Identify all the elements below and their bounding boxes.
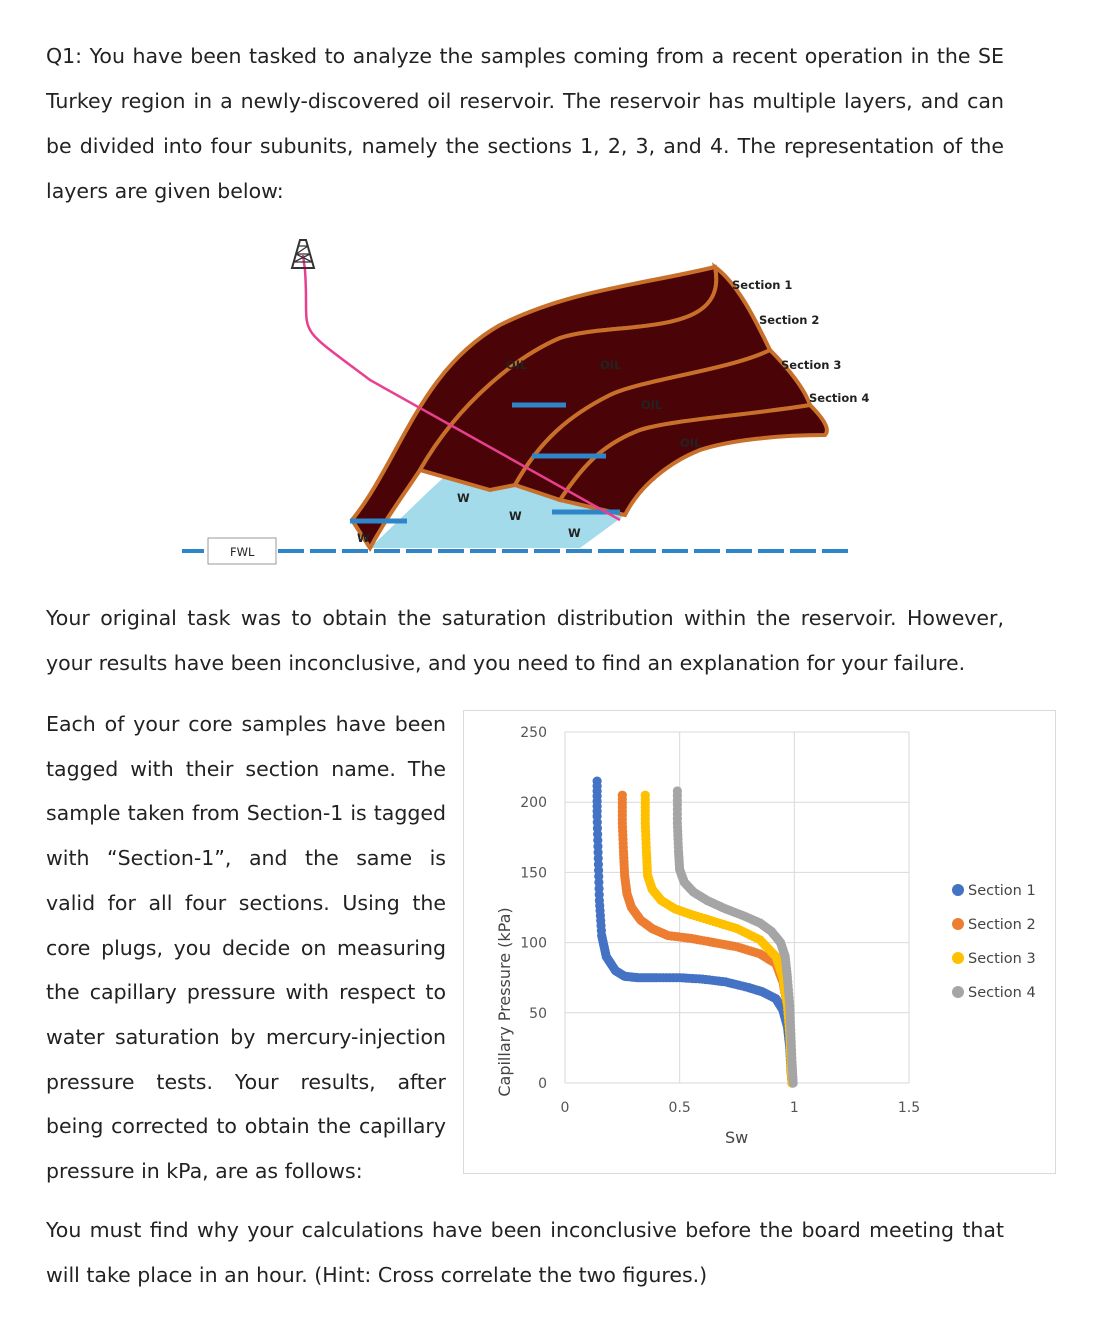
y-axis-title: Capillary Pressure (kPa) — [495, 907, 514, 1097]
x-tick-label: 0 — [560, 1100, 570, 1116]
oil-label: OIL — [680, 436, 702, 450]
x-axis-title: Sw — [725, 1128, 749, 1147]
y-tick-label: 200 — [520, 795, 547, 812]
y-tick-label: 150 — [520, 865, 547, 882]
capillary-pressure-chart — [463, 710, 1056, 1174]
water-label: W — [357, 531, 370, 545]
legend-label: Section 2 — [968, 917, 1036, 933]
water-label: W — [509, 509, 522, 523]
legend-label: Section 1 — [968, 883, 1036, 899]
fwl-label: FWL — [230, 545, 255, 559]
legend-marker — [952, 918, 964, 930]
section-label-1: Section 1 — [732, 278, 793, 292]
x-tick-label: 1.5 — [897, 1100, 921, 1116]
measurement-paragraph: Each of your core samples have been tagged with their section name. The sample taken from Section-1 is tagged with “Section-1”, and the same is valid for all four sections. Using the core plugs, you decide on measuring the capillary pressure with respect to water saturation by mercury-injection pressure tests. Your results, after being corrected to obtain the capillary pressure in kPa, are as follows: — [46, 712, 446, 1184]
oil-label: OIL — [506, 358, 528, 372]
legend-marker — [952, 952, 964, 964]
legend-label: Section 3 — [968, 951, 1036, 967]
section-label-4: Section 4 — [809, 391, 870, 405]
data-point — [789, 1078, 798, 1087]
y-tick-label: 0 — [538, 1076, 547, 1092]
y-tick-label: 50 — [529, 1005, 547, 1022]
x-tick-label: 0.5 — [668, 1100, 691, 1116]
oil-label: OIL — [641, 398, 663, 412]
closing-paragraph: You must find why your calculations have been inconclusive before the board meeting that will take place in an hour. (Hint: Cross correlate the two figures.) — [46, 1218, 1004, 1287]
task-paragraph: Your original task was to obtain the saturation distribution within the reservoir. However, your results have been inconclusive, and you need to find an explanation for your failure. — [46, 606, 1004, 675]
legend-marker — [952, 986, 964, 998]
reservoir-diagram — [170, 230, 870, 580]
intro-paragraph: Q1: You have been tasked to analyze the samples coming from a recent operation in the SE Turkey region in a newly-discovered oil reservoir. The reservoir has multiple layers, and can be divided into four subunits, namely the sections 1, 2, 3, and 4. The representation of the layers are given below: — [46, 44, 1004, 203]
water-label: W — [457, 491, 470, 505]
water-label: W — [568, 526, 581, 540]
x-tick-label: 1 — [789, 1100, 799, 1116]
y-tick-label: 250 — [520, 725, 547, 741]
section-label-2: Section 2 — [759, 313, 820, 327]
legend-marker — [952, 884, 964, 896]
section-label-3: Section 3 — [781, 358, 842, 372]
y-tick-label: 100 — [520, 935, 547, 952]
oil-label: OIL — [600, 358, 622, 372]
legend-label: Section 4 — [968, 985, 1036, 1001]
